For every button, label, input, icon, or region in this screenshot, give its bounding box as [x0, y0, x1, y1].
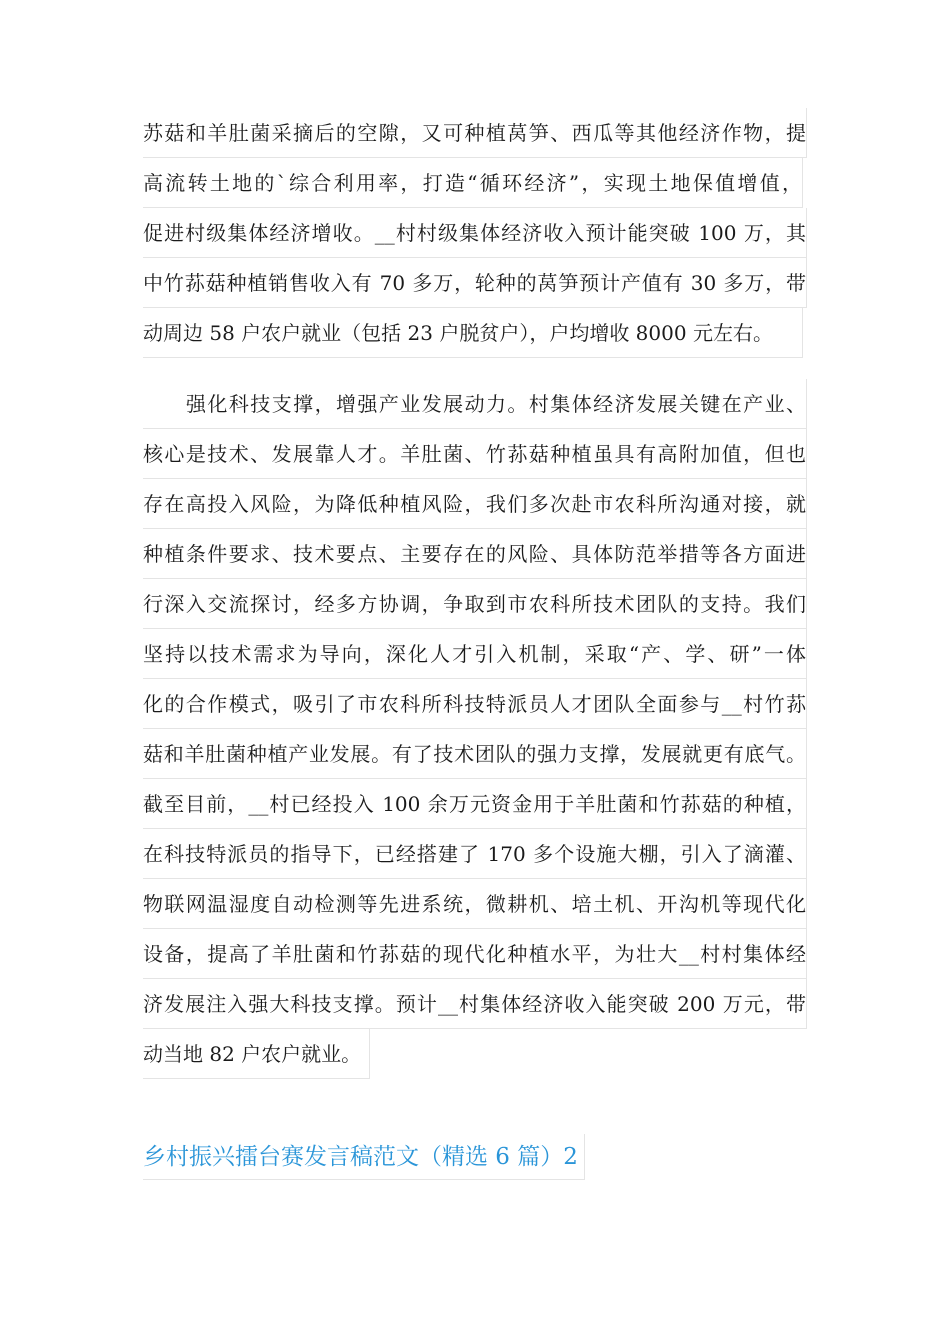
text-line: 截至目前，__村已经投入 100 余万元资金用于羊肚菌和竹荪菇的种植，	[143, 779, 807, 829]
text-line: 行深入交流探讨，经多方协调，争取到市农科所技术团队的支持。我们	[143, 579, 807, 629]
text-line: 动周边 58 户农户就业（包括 23 户脱贫户），户均增收 8000 元左右。	[143, 308, 803, 358]
text-line: 核心是技术、发展靠人才。羊肚菌、竹荪菇种植虽具有高附加值，但也	[143, 429, 807, 479]
text-line: 高流转土地的`综合利用率，打造“循环经济”，实现土地保值增值，	[143, 158, 803, 208]
text-line: 化的合作模式，吸引了市农科所科技特派员人才团队全面参与__村竹荪	[143, 679, 807, 729]
text-line: 在科技特派员的指导下，已经搭建了 170 多个设施大棚，引入了滴灌、	[143, 829, 807, 879]
text-line: 苏菇和羊肚菌采摘后的空隙，又可种植莴笋、西瓜等其他经济作物，提	[143, 108, 807, 158]
section-heading: 乡村振兴擂台赛发言稿范文（精选 6 篇）2	[143, 1134, 585, 1180]
text-line: 动当地 82 户农户就业。	[143, 1029, 370, 1079]
text-line: 存在高投入风险，为降低种植风险，我们多次赴市农科所沟通对接，就	[143, 479, 807, 529]
text-line: 强化科技支撑，增强产业发展动力。村集体经济发展关键在产业、	[143, 379, 807, 429]
text-line: 中竹荪菇种植销售收入有 70 多万，轮种的莴笋预计产值有 30 多万，带	[143, 258, 807, 308]
text-line: 坚持以技术需求为导向，深化人才引入机制，采取“产、学、研”一体	[143, 629, 807, 679]
text-line: 济发展注入强大科技支撑。预计__村集体经济收入能突破 200 万元，带	[143, 979, 807, 1029]
text-line: 菇和羊肚菌种植产业发展。有了技术团队的强力支撑，发展就更有底气。	[143, 729, 807, 779]
text-line: 促进村级集体经济增收。__村村级集体经济收入预计能突破 100 万，其	[143, 208, 807, 258]
text-line: 设备，提高了羊肚菌和竹荪菇的现代化种植水平，为壮大__村村集体经	[143, 929, 807, 979]
text-line: 种植条件要求、技术要点、主要存在的风险、具体防范举措等各方面进	[143, 529, 807, 579]
text-line: 物联网温湿度自动检测等先进系统，微耕机、培土机、开沟机等现代化	[143, 879, 807, 929]
